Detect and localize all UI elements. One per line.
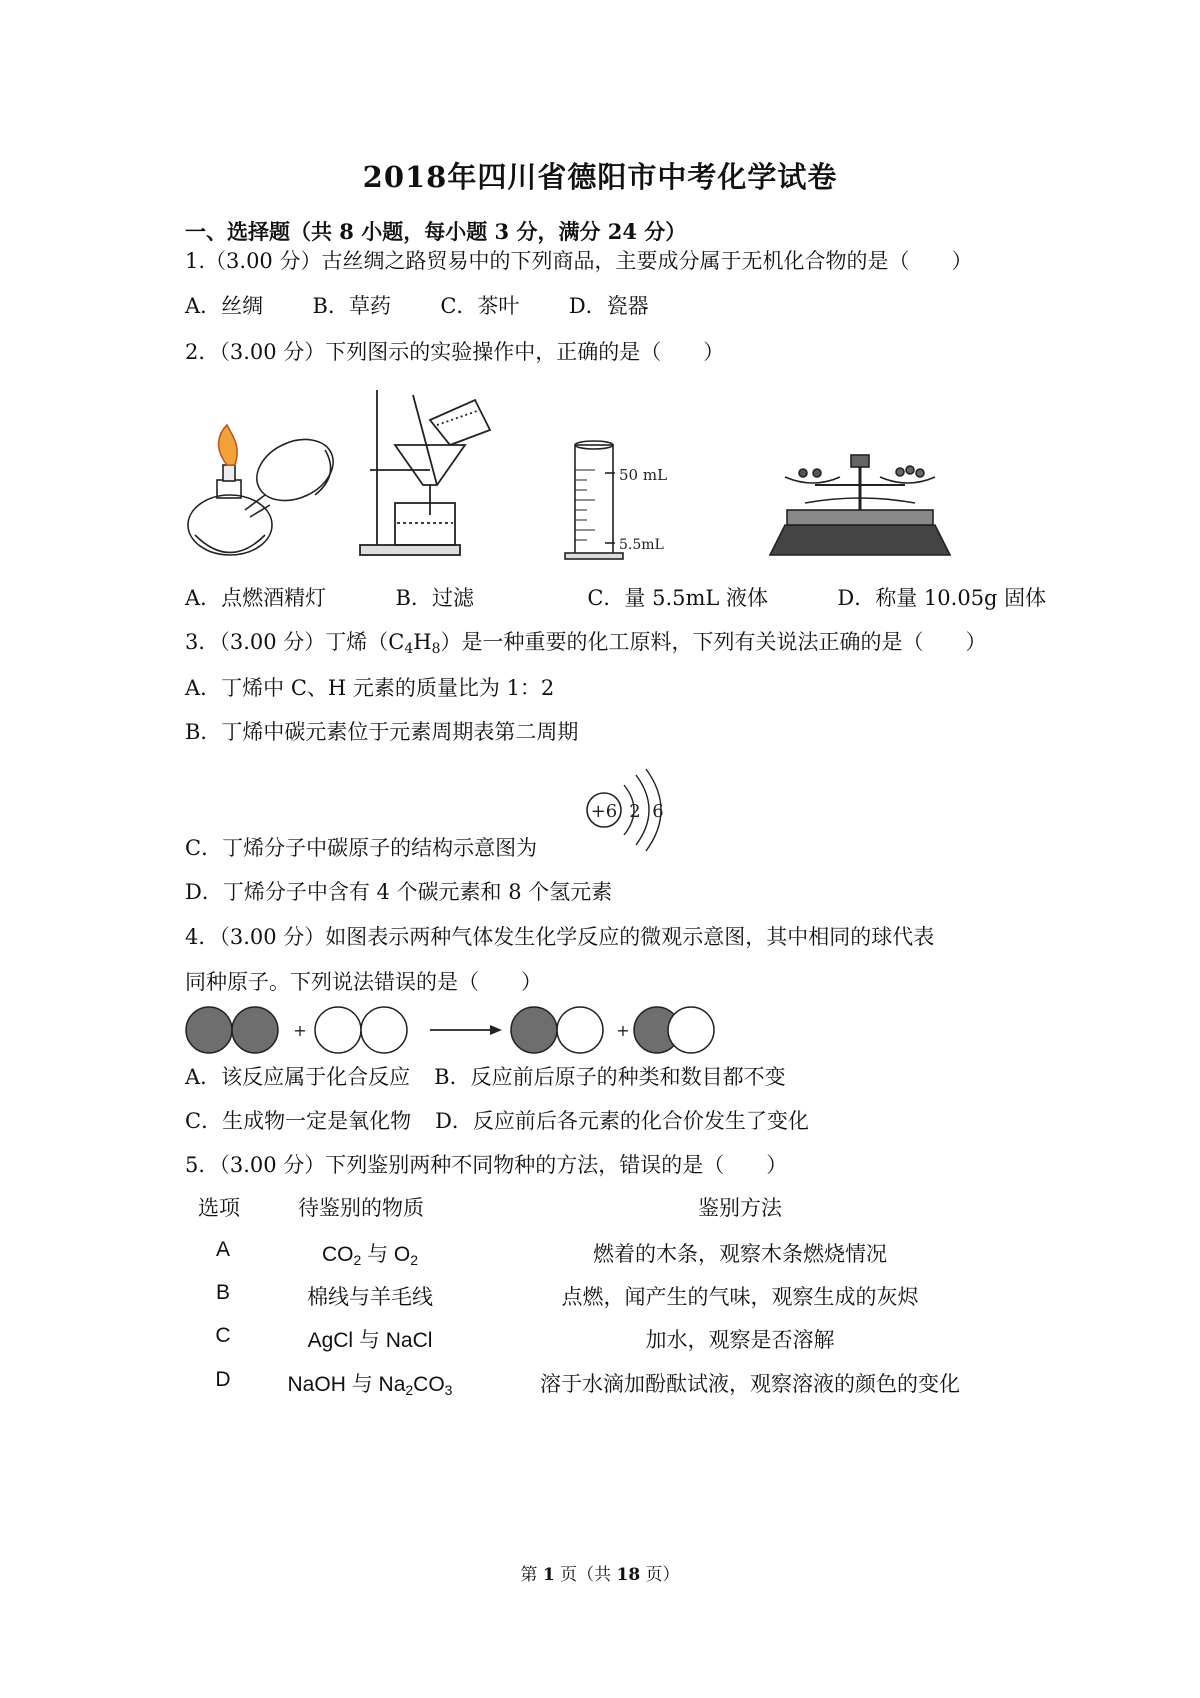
q5-row-a-substance <box>270 1238 470 1268</box>
q3-stem-suffix: ）是一种重要的化工原料，下列有关说法正确的是（ ） <box>440 630 987 654</box>
alcohol-lamp-figure <box>188 425 343 555</box>
q5-row-a-o: 与 O <box>361 1243 411 1266</box>
q4-option-a: A．该反应属于化合反应 <box>185 1065 411 1089</box>
reaction-plus-2: + <box>616 1021 630 1040</box>
footer-post: 页） <box>640 1565 680 1585</box>
q4-options-row-2 <box>185 1105 809 1135</box>
q5-row-d-substance <box>260 1368 480 1398</box>
q5-row-c-method: 加水，观察是否溶解 <box>645 1328 835 1352</box>
q5-row-a-sub-2: 2 <box>410 1252 419 1268</box>
carbon-atom-structure <box>580 765 680 855</box>
q2-option-a: A．点燃酒精灯 <box>185 586 327 610</box>
q4-option-d: D．反应前后各元素的化合价发生了变化 <box>435 1109 809 1133</box>
q5-row-a-co: CO <box>321 1243 354 1266</box>
q2-option-d: D．称量 10.05g 固体 <box>837 586 1047 610</box>
q3-stem-prefix: 3．（3.00 分）丁烯（C <box>185 630 405 654</box>
graduated-cylinder-figure <box>565 441 623 559</box>
q3-option-b: B．丁烯中碳元素位于元素周期表第二周期 <box>185 720 579 744</box>
q5-row-b-substance: 棉线与羊毛线 <box>307 1285 433 1309</box>
q4-options-row-1 <box>185 1061 786 1091</box>
q5-header-method: 鉴别方法 <box>698 1196 782 1220</box>
question-3-stem <box>185 626 987 657</box>
atom-nucleus-charge: +6 <box>590 801 618 822</box>
balance-figure <box>770 455 950 555</box>
q3-stem-h: H <box>413 630 432 654</box>
cylinder-label-50ml: 50 mL <box>619 466 668 484</box>
q5-row-c-substance: AgCl 与 NaCl <box>307 1329 433 1352</box>
q3-option-d: D．丁烯分子中含有 4 个碳元素和 8 个氢元素 <box>185 880 613 904</box>
page-footer <box>0 1560 1200 1585</box>
filtration-figure <box>360 390 490 555</box>
section-heading: 一、选择题（共 8 小题，每小题 3 分，满分 24 分） <box>185 219 687 244</box>
q1-option-d: D．瓷器 <box>568 294 649 318</box>
q3-subscript-8: 8 <box>431 641 441 657</box>
q5-row-d-sub-2: 3 <box>444 1382 453 1398</box>
q5-row-b-method: 点燃，闻产生的气味，观察生成的灰烬 <box>561 1285 919 1309</box>
reaction-diagram <box>185 1000 715 1060</box>
q2-option-c: C．量 5.5mL 液体 <box>587 586 769 610</box>
cylinder-label-5-5ml: 5.5mL <box>619 537 664 553</box>
q5-header-substance: 待鉴别的物质 <box>298 1196 424 1220</box>
footer-page-number: 1 <box>542 1565 555 1585</box>
question-1-options <box>185 290 649 320</box>
q5-row-c-option: C <box>215 1324 231 1347</box>
q1-option-b: B．草药 <box>312 294 391 318</box>
q5-row-b-option: B <box>215 1281 230 1304</box>
q5-row-d-sub-1: 2 <box>405 1382 414 1398</box>
q4-option-b: B．反应前后原子的种类和数目都不变 <box>434 1065 786 1089</box>
atom-shell-1-electrons: 2 <box>629 801 641 822</box>
page-title: 2018年四川省德阳市中考化学试卷 <box>362 160 838 194</box>
q3-option-c: C．丁烯分子中碳原子的结构示意图为 <box>185 836 538 860</box>
q5-row-d-co: CO <box>413 1373 445 1396</box>
question-1-stem: 1.（3.00 分）古丝绸之路贸易中的下列商品，主要成分属于无机化合物的是（ ） <box>185 249 973 273</box>
q1-option-c: C．茶叶 <box>440 294 520 318</box>
footer-mid: 页（共 <box>554 1565 617 1585</box>
footer-pre: 第 <box>520 1565 543 1585</box>
question-5-stem: 5．（3.00 分）下列鉴别两种不同物种的方法，错误的是（ ） <box>185 1153 788 1177</box>
reaction-plus-1: + <box>293 1021 307 1040</box>
q3-subscript-4: 4 <box>404 641 414 657</box>
atom-shell-2-electrons: 6 <box>652 801 664 822</box>
question-2-options <box>185 582 1046 612</box>
q5-row-a-method: 燃着的木条，观察木条燃烧情况 <box>593 1242 887 1266</box>
q5-row-d-option: D <box>215 1368 231 1391</box>
q2-figures <box>175 385 1025 570</box>
question-4-stem-line-2: 同种原子。下列说法错误的是（ ） <box>185 970 542 994</box>
footer-total-pages: 18 <box>616 1565 641 1585</box>
q5-row-d-method: 溶于水滴加酚酞试液，观察溶液的颜色的变化 <box>540 1372 960 1396</box>
q5-row-a-sub-1: 2 <box>353 1252 362 1268</box>
question-2-stem: 2．（3.00 分）下列图示的实验操作中，正确的是（ ） <box>185 340 725 364</box>
q3-option-a: A．丁烯中 C、H 元素的质量比为 1：2 <box>185 676 555 700</box>
q4-option-c: C．生成物一定是氧化物 <box>185 1109 412 1133</box>
q5-header-option: 选项 <box>198 1196 240 1220</box>
q5-row-a-option: A <box>215 1238 230 1261</box>
q2-option-b: B．过滤 <box>395 586 474 610</box>
q1-option-a: A．丝绸 <box>185 294 264 318</box>
q5-row-d-naoh-na: NaOH 与 Na <box>287 1373 406 1396</box>
question-4-stem-line-1: 4．（3.00 分）如图表示两种气体发生化学反应的微观示意图，其中相同的球代表 <box>185 925 935 949</box>
